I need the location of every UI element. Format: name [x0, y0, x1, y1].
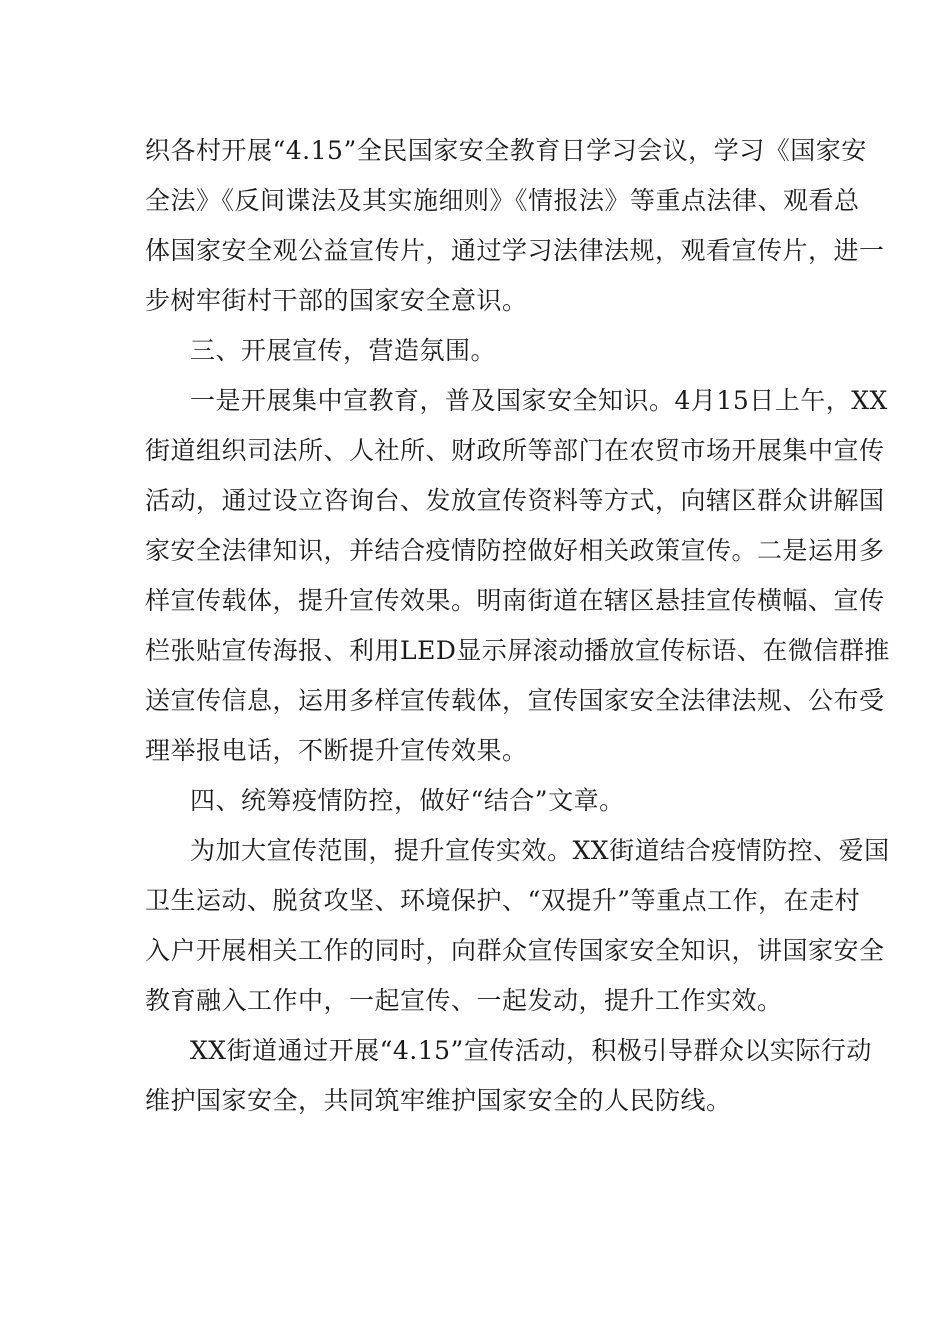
text-line: 栏张贴宣传海报、利用LED显示屏滚动播放宣传标语、在微信群推: [145, 636, 890, 665]
text-line: 为加大宣传范围，提升宣传实效。XX街道结合疫情防控、爱国: [190, 836, 890, 865]
text-line: 送宣传信息，运用多样宣传载体，宣传国家安全法律法规、公布受: [145, 686, 885, 715]
text-line: 维护国家安全，共同筑牢维护国家安全的人民防线。: [145, 1086, 732, 1115]
text-line: 体国家安全观公益宣传片，通过学习法律法规，观看宣传片，进一: [145, 236, 885, 265]
text-line: 家安全法律知识，并结合疫情防控做好相关政策宣传。二是运用多: [145, 536, 885, 565]
text-line: 教育融入工作中，一起宣传、一起发动，提升工作实效。: [145, 986, 783, 1015]
text-line: 一是开展集中宣教育，普及国家安全知识。4月15日上午，XX: [190, 386, 888, 415]
text-line: XX街道通过开展“4.15”宣传活动，积极引导群众以实际行动: [190, 1036, 872, 1065]
text-line: 活动，通过设立咨询台、发放宣传资料等方式，向辖区群众讲解国: [145, 486, 885, 515]
text-line: 织各村开展“4.15”全民国家安全教育日学习会议，学习《国家安: [145, 136, 867, 165]
section-heading: 三、开展宣传，营造氛围。: [190, 336, 497, 365]
text-line: 全法》《反间谍法及其实施细则》《情报法》等重点法律、观看总: [145, 186, 860, 215]
text-line: 步树牢街村干部的国家安全意识。: [145, 286, 528, 315]
text-line: 样宣传载体，提升宣传效果。明南街道在辖区悬挂宣传横幅、宣传: [145, 586, 885, 615]
text-line: 卫生运动、脱贫攻坚、环境保护、“双提升”等重点工作，在走村: [145, 886, 861, 915]
section-heading: 四、统筹疫情防控，做好“结合”文章。: [190, 786, 625, 815]
text-line: 入户开展相关工作的同时，向群众宣传国家安全知识，讲国家安全: [145, 936, 885, 965]
text-line: 理举报电话，不断提升宣传效果。: [145, 736, 528, 765]
text-line: 街道组织司法所、人社所、财政所等部门在农贸市场开展集中宣传: [145, 436, 885, 465]
